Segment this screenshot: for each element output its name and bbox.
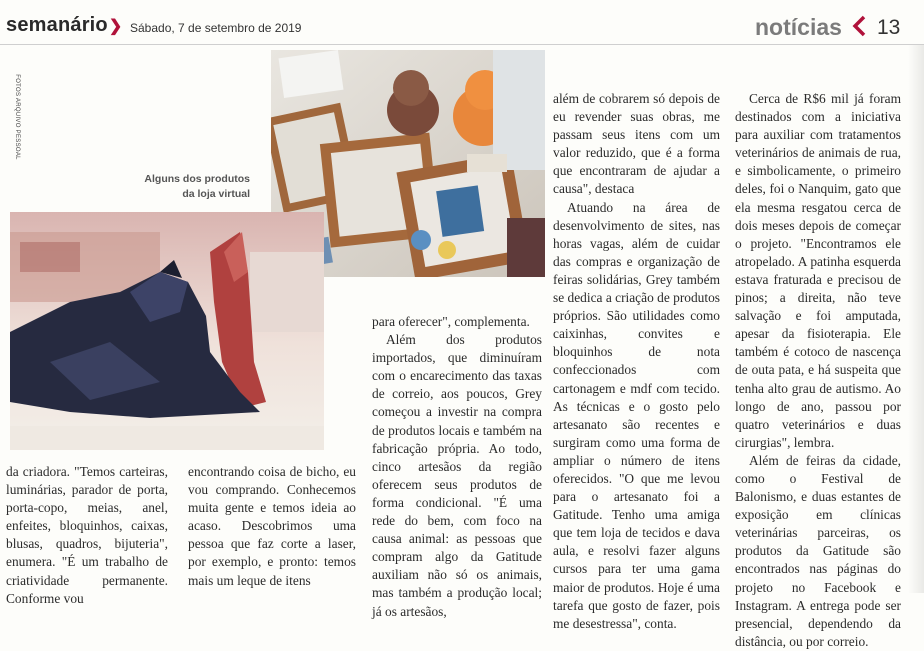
- paragraph: para oferecer", complementa.: [372, 314, 530, 329]
- header-divider: [0, 44, 924, 45]
- text-column-4: [553, 90, 720, 633]
- page-number: 13: [877, 16, 901, 39]
- paragraph: da criadora. "Temos carteiras, luminárias, parador de porta, porta-copo, meias, anel, enfeites, bloquinhos, caixas, blusas, quadros, bijuteria", enumera. "É um trabalho de criatividade permanente. Conforme vou: [6, 464, 168, 606]
- paragraph: além de cobrarem só depois de eu revender suas obras, me passam seus itens com um valor reduzido, que é a forma que encontraram de ajudar a causa", destaca: [553, 91, 720, 197]
- cat-sculptures-photo: [10, 212, 324, 450]
- page-fold-shadow: [908, 45, 924, 593]
- text-column-1: [6, 463, 168, 608]
- text-column-3: [372, 313, 542, 621]
- paragraph: Além de feiras da cidade, como o Festival de Balonismo, e duas estantes de exposição em clínicas veterinárias parceiras, os produtos da Gatitude são encontrados nas páginas do projeto no Facebook e Instagram. A entrega pode ser presencial, dependendo da distância, ou por correio.: [735, 452, 901, 649]
- section-title: notícias: [755, 14, 842, 40]
- issue-date: Sábado, 7 de setembro de 2019: [130, 21, 302, 35]
- paragraph: encontrando coisa de bicho, eu vou comprando. Conhecemos muita gente e temos ideia ao acaso. Descobrimos uma pessoa que faz corte a laser, por exemplo, e pronto: temos mais um leque de itens: [188, 464, 356, 588]
- brand-name: semanário: [6, 14, 108, 36]
- text-column-5: [735, 90, 901, 651]
- text-column-2: [188, 463, 356, 590]
- paragraph: Além dos produtos importados, que diminuíram com o encarecimento das taxas de correio, aos poucos, Grey começou a investir na compra de produtos locais e também na fabricação própria. Ao todo, cinco artesãos da região oferecem seus produtos de forma condicional. "É uma rede do bem, com foco na causa animal: as pessoas que compram algo da Gatitude auxiliam não só os animais, mas também a produção local; já os artesãos,: [372, 332, 542, 619]
- chevron-left-icon: [850, 14, 868, 38]
- paragraph: Atuando na área de desenvolvimento de sites, nas horas vagas, além de cuidar das compras e organização de feiras solidárias, Grey também se dedica a criação de produtos próprios. São utilidades como caixinhas, convites e bloquinhos de nota confeccionados com cartonagem e mdf com tecido. As técnicas e o gosto pelo artesanato são recentes e surgiram como uma forma de ampliar o número de itens oferecidos. "O que me levou para o artesanato foi a Gatitude. Tenho uma amiga que tem loja de tecidos e dava aula, e resolvi fazer alguns cursos para ter uma gama maior de produtos. Hoje é uma tarefa que gosto de fazer, pois me desestressa", conta.: [553, 199, 720, 631]
- paragraph: Cerca de R$6 mil já foram destinados com a iniciativa para auxiliar com tratamentos veterinários de animais de rua, e simbolicamente, o primeiro deles, foi o Nanquim, gato que ela mesma resgatou cerca de dois meses depois de começar o projeto. "Encontramos ele atropelado. A patinha esquerda estava fraturada e precisou de pinos; a direita, não teve salvação e foi amputada, apesar da fisioterapia. Ele também é cotoco de nascença de outa pata, e há suspeita que tenha alto grau de autismo. Ao longo de ano, passou por quatro veterinários e duas cirurgias", lembra.: [735, 91, 901, 450]
- brand-logo: [6, 14, 122, 37]
- photo-credit: FOTOS ARQUIVO PESSOAL: [13, 74, 20, 160]
- page-header: [0, 0, 924, 44]
- brand-chevron-icon: ❯: [108, 18, 123, 35]
- photo-caption: Alguns dos produtos da loja virtual: [144, 173, 250, 200]
